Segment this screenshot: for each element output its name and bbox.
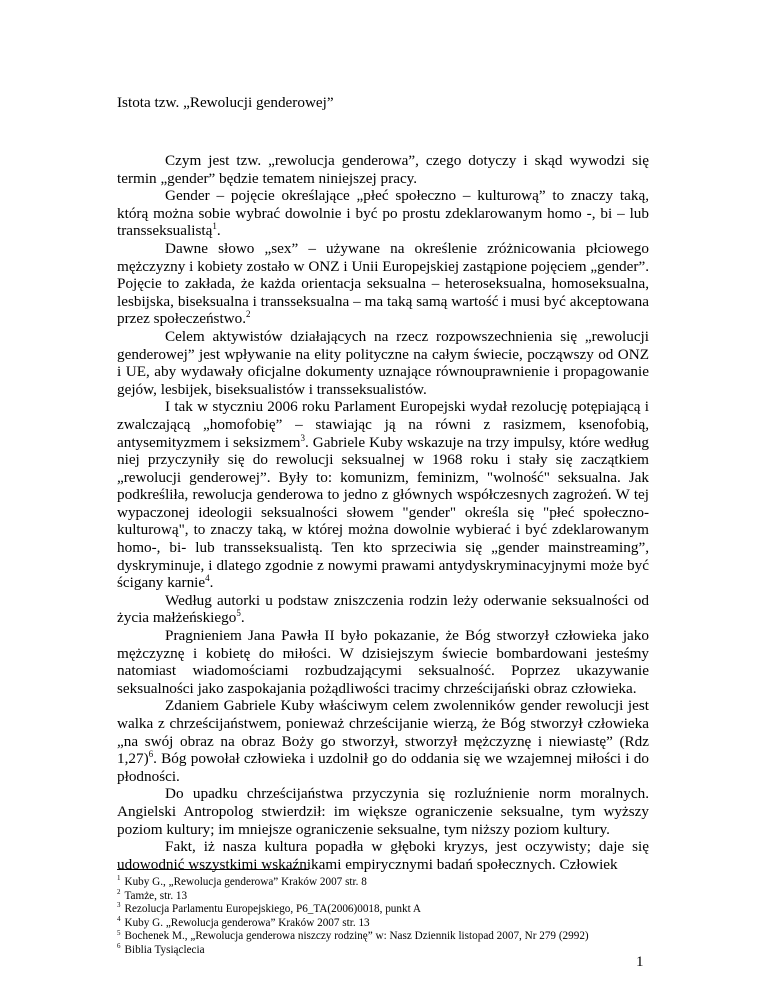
paragraph: Gender – pojęcie określające „płeć społeczno – kulturową” to znaczy taką, którą można sobie wybrać dowolnie i być po prostu zdeklarowanym homo -, bi – lub transseksualistą$^1$. xyxy=(117,187,649,240)
footnote-ref: 5 xyxy=(236,608,241,619)
paragraph: I tak w styczniu 2006 roku Parlament Europejski wydał rezolucję potępiającą i zwalczającą „homofobię” – stawiając ją na równi z rasizmem, ksenofobią, antysemityzmem i seksizmem$^3$. Gabriele Kuby wskazuje na trzy impulsy, które według niej przyczyniły się do rewolucji seksualnej w 1968 roku i stały się zaczątkiem „rewolucji genderowej”. Były to: komunizm, feminizm, "wolność" seksualna. Jak podkreśliła, rewolucja genderowa to jedno z głównych współczesnych zagrożeń. W tej wypaczonej ideologii seksualności słowem "gender" określa się "płeć społeczno-kulturową", to znaczy taką, w której można dowolnie wybierać i być zdeklarowanym homo-, bi- lub transseksualistą. Ten kto sprzeciwia się „gender mainstreaming”, dyskryminuje, i dlatego zgodnie z nowymi prawami antydyskryminacyjnymi może być ścigany karnie$^4$. xyxy=(117,398,649,592)
footnote-ref: 1 xyxy=(212,221,217,232)
footnote-ref: 3 xyxy=(300,432,305,443)
paragraph: Według autorki u podstaw zniszczenia rodzin leży oderwanie seksualności od życia małżeńskiego$^5$. xyxy=(117,591,649,627)
footnote: $^4$ Kuby G. „Rewolucja genderowa” Kraków 2007 str. 13 xyxy=(117,915,370,929)
paragraph: Pragnieniem Jana Pawła II było pokazanie, że Bóg stworzył człowieka jako mężczyznę i kobietę do miłości. W dzisiejszym świecie bombardowani jesteśmy natomiast wiadomościami rozbudzającymi seksualność. Poprzez ukazywanie seksualności jako zaspokajania pożądliwości tracimy chrześcijański obraz człowieka. xyxy=(117,627,649,697)
footnotes xyxy=(117,876,657,958)
footnote: $^1$ Kuby G., „Rewolucja genderowa” Kraków 2007 str. 8 xyxy=(117,874,367,888)
footnote-divider xyxy=(117,869,309,870)
document-title: Istota tzw. „Rewolucji genderowej” xyxy=(117,94,334,111)
footnote-ref: 6 xyxy=(148,749,154,760)
document-body xyxy=(117,152,649,873)
footnote-ref: 2 xyxy=(246,309,251,320)
footnote: $^2$ Tamże, str. 13 xyxy=(117,887,188,902)
page-number: 1 xyxy=(636,954,644,970)
paragraph: Do upadku chrześcijaństwa przyczynia się rozluźnienie norm moralnych. Angielski Antropolog stwierdził: im większe ograniczenie seksualne, tym wyższy poziom kultury; im mniejsze ograniczenie seksualne, tym niższy poziom kultury. xyxy=(117,785,649,838)
footnote: $^5$ Bochenek M., „Rewolucja genderowa niszczy rodzinę” w: Nasz Dziennik listopad 2007, Nr 279 (2992) xyxy=(117,928,589,943)
footnote-ref: 4 xyxy=(205,573,210,584)
paragraph: Celem aktywistów działających na rzecz rozpowszechnienia się „rewolucji genderowej” jest wpływanie na elity polityczne na całym świecie, począwszy od ONZ i UE, aby wydawały oficjalne dokumenty uznające równouprawnienie i propagowanie gejów, lesbijek, biseksualistów i transseksualistów. xyxy=(117,327,649,398)
paragraph: Dawne słowo „sex” – używane na określenie zróżnicowania płciowego mężczyzny i kobiety zostało w ONZ i Unii Europejskiej zastąpione pojęciem „gender”. Pojęcie to zakłada, że każda orientacja seksualna – heteroseksualna, homoseksualna, lesbijska, biseksualna i transseksualna – ma taką samą wartość i musi być akceptowana przez społeczeństwo.$^2$ xyxy=(117,239,649,328)
paragraph: Fakt, iż nasza kultura popadła w głęboki kryzys, jest oczywisty; daje się udowodnić wszystkimi wskaźnikami empirycznymi badań społecznych. Człowiek xyxy=(117,838,649,873)
paragraph: Czym jest tzw. „rewolucja genderowa”, czego dotyczy i skąd wywodzi się termin „gender” będzie tematem niniejszej pracy. xyxy=(117,152,649,187)
footnote: $^6$ Biblia Tysiąclecia xyxy=(117,942,205,956)
paragraph: Zdaniem Gabriele Kuby właściwym celem zwolenników gender rewolucji jest walka z chrześcijaństwem, ponieważ chrześcijanie wierzą, że Bóg stworzył człowieka „na swój obraz na obraz Boży go stworzył, stworzył mężczyznę i niewiastę” (Rdz 1,27)$^6$. Bóg powołał człowieka i uzdolnił go do oddania się we wzajemnej miłości i do płodności. xyxy=(117,697,649,785)
footnote: $^3$ Rezolucja Parlamentu Europejskiego, P6_TA(2006)0018, punkt A xyxy=(117,901,421,916)
